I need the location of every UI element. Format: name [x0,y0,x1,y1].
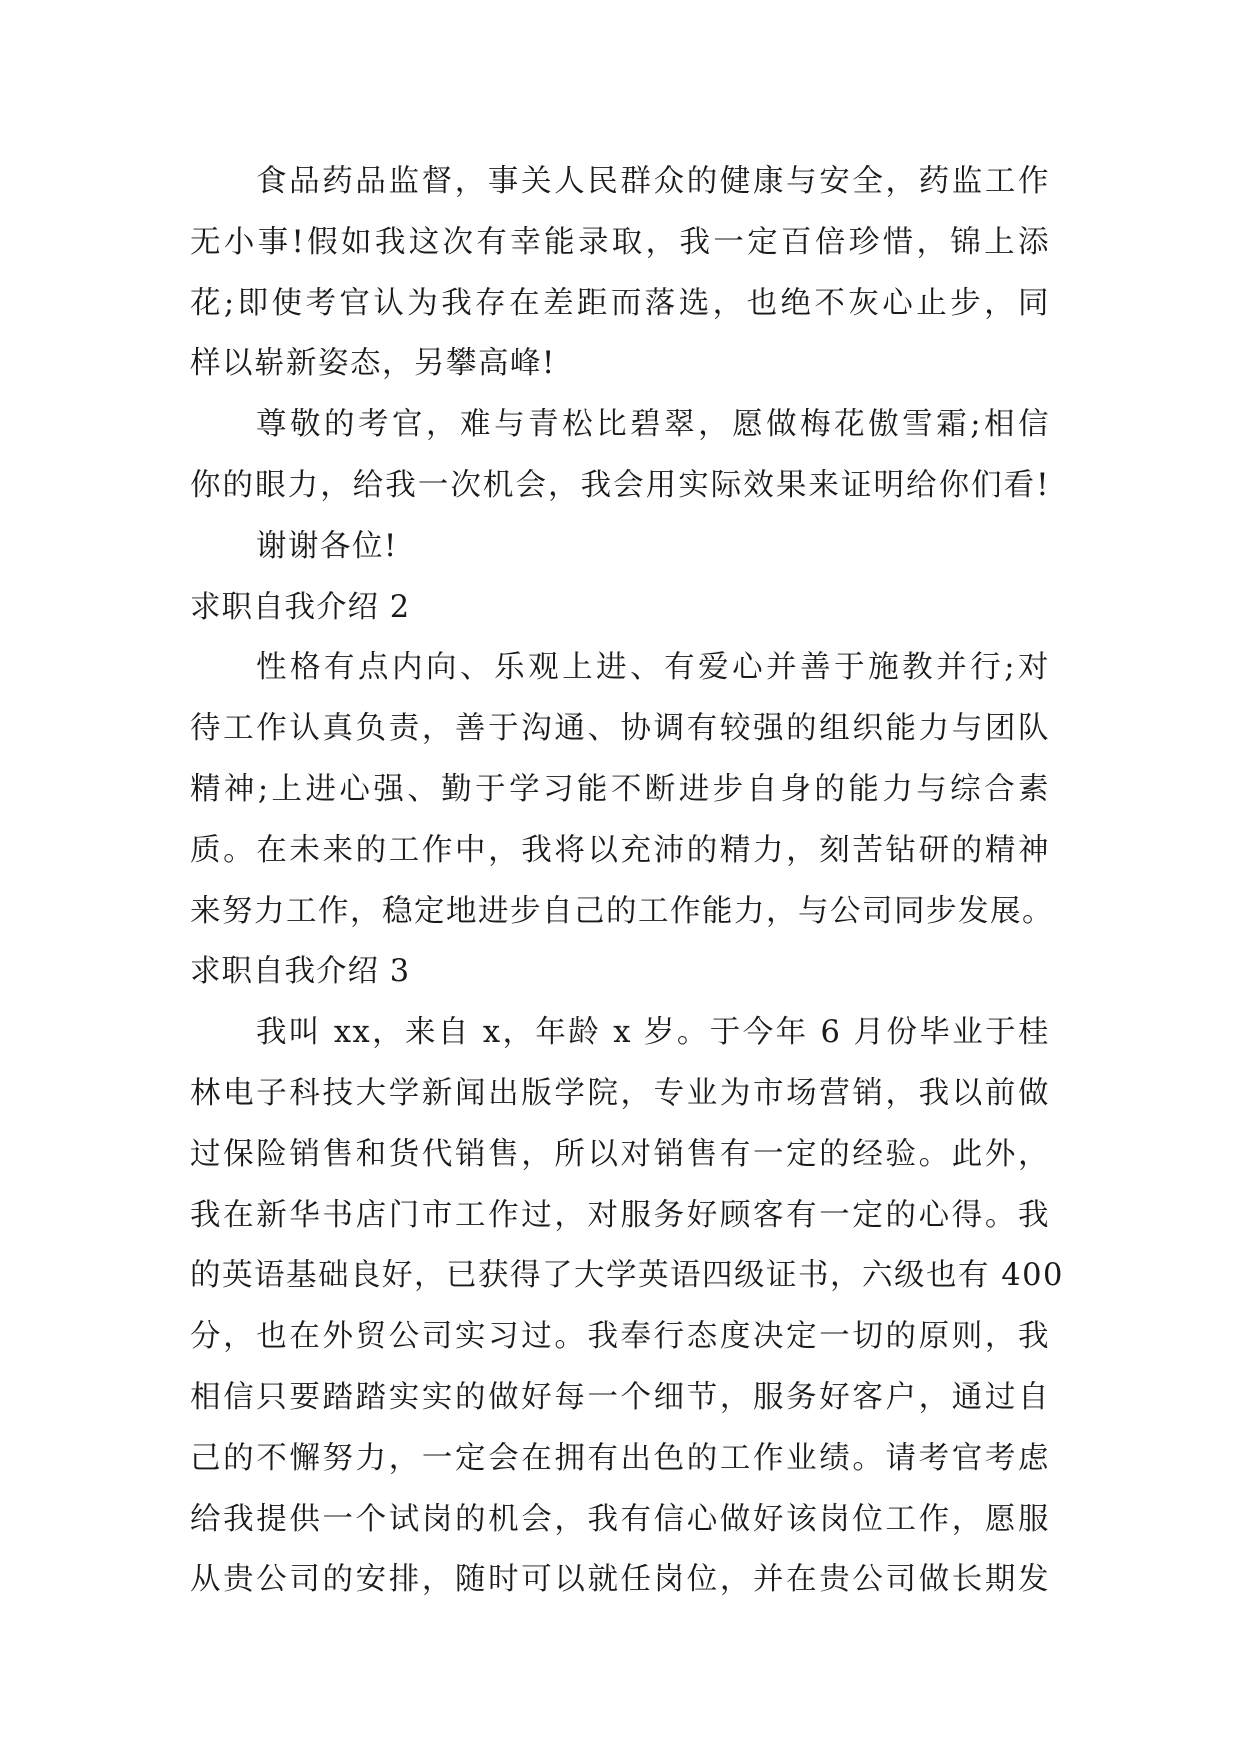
paragraph-line: 的英语基础良好，已获得了大学英语四级证书，六级也有 400 [190,1258,1064,1294]
paragraph-line: 性格有点内向、乐观上进、有爱心并善于施教并行;对 [256,650,1050,686]
paragraph-line: 我在新华书店门市工作过，对服务好顾客有一定的心得。我 [190,1197,1050,1233]
paragraph-line: 来努力工作，稳定地进步自己的工作能力，与公司同步发展。 [190,893,1054,929]
paragraph-line: 分，也在外贸公司实习过。我奉行态度决定一切的原则，我 [190,1319,1050,1355]
paragraph-line: 过保险销售和货代销售，所以对销售有一定的经验。此外， [190,1136,1050,1172]
paragraph-line: 我叫 xx，来自 x，年龄 x 岁。于今年 6 月份毕业于桂 [256,1015,1050,1051]
paragraph-line: 相信只要踏踏实实的做好每一个细节，服务好客户，通过自 [190,1379,1050,1415]
paragraph-line: 林电子科技大学新闻出版学院，专业为市场营销，我以前做 [190,1075,1050,1111]
paragraph-line: 待工作认真负责，善于沟通、协调有较强的组织能力与团队 [190,711,1050,747]
paragraph-line: 谢谢各位! [256,528,398,564]
paragraph-line: 从贵公司的安排，随时可以就任岗位，并在贵公司做长期发 [190,1562,1050,1598]
paragraph-line: 样以崭新姿态，另攀高峰! [190,346,556,382]
paragraph-line: 花;即使考官认为我存在差距而落选，也绝不灰心止步，同 [190,285,1050,321]
paragraph-line: 质。在未来的工作中，我将以充沛的精力，刻苦钻研的精神 [190,832,1050,868]
section-heading: 求职自我介绍 2 [190,589,411,625]
paragraph-line: 给我提供一个试岗的机会，我有信心做好该岗位工作，愿服 [190,1501,1050,1537]
paragraph-line: 己的不懈努力，一定会在拥有出色的工作业绩。请考官考虑 [190,1440,1050,1476]
paragraph-line: 你的眼力，给我一次机会，我会用实际效果来证明给你们看! [190,467,1050,503]
paragraph-line: 无小事!假如我这次有幸能录取，我一定百倍珍惜，锦上添 [190,224,1050,260]
paragraph-line: 精神;上进心强、勤于学习能不断进步自身的能力与综合素 [190,771,1050,807]
paragraph-line: 尊敬的考官，难与青松比碧翠，愿做梅花傲雪霜;相信 [256,407,1050,443]
section-heading: 求职自我介绍 3 [190,954,411,990]
paragraph-line: 食品药品监督，事关人民群众的健康与安全，药监工作 [256,164,1050,199]
document-page [190,152,1064,1611]
